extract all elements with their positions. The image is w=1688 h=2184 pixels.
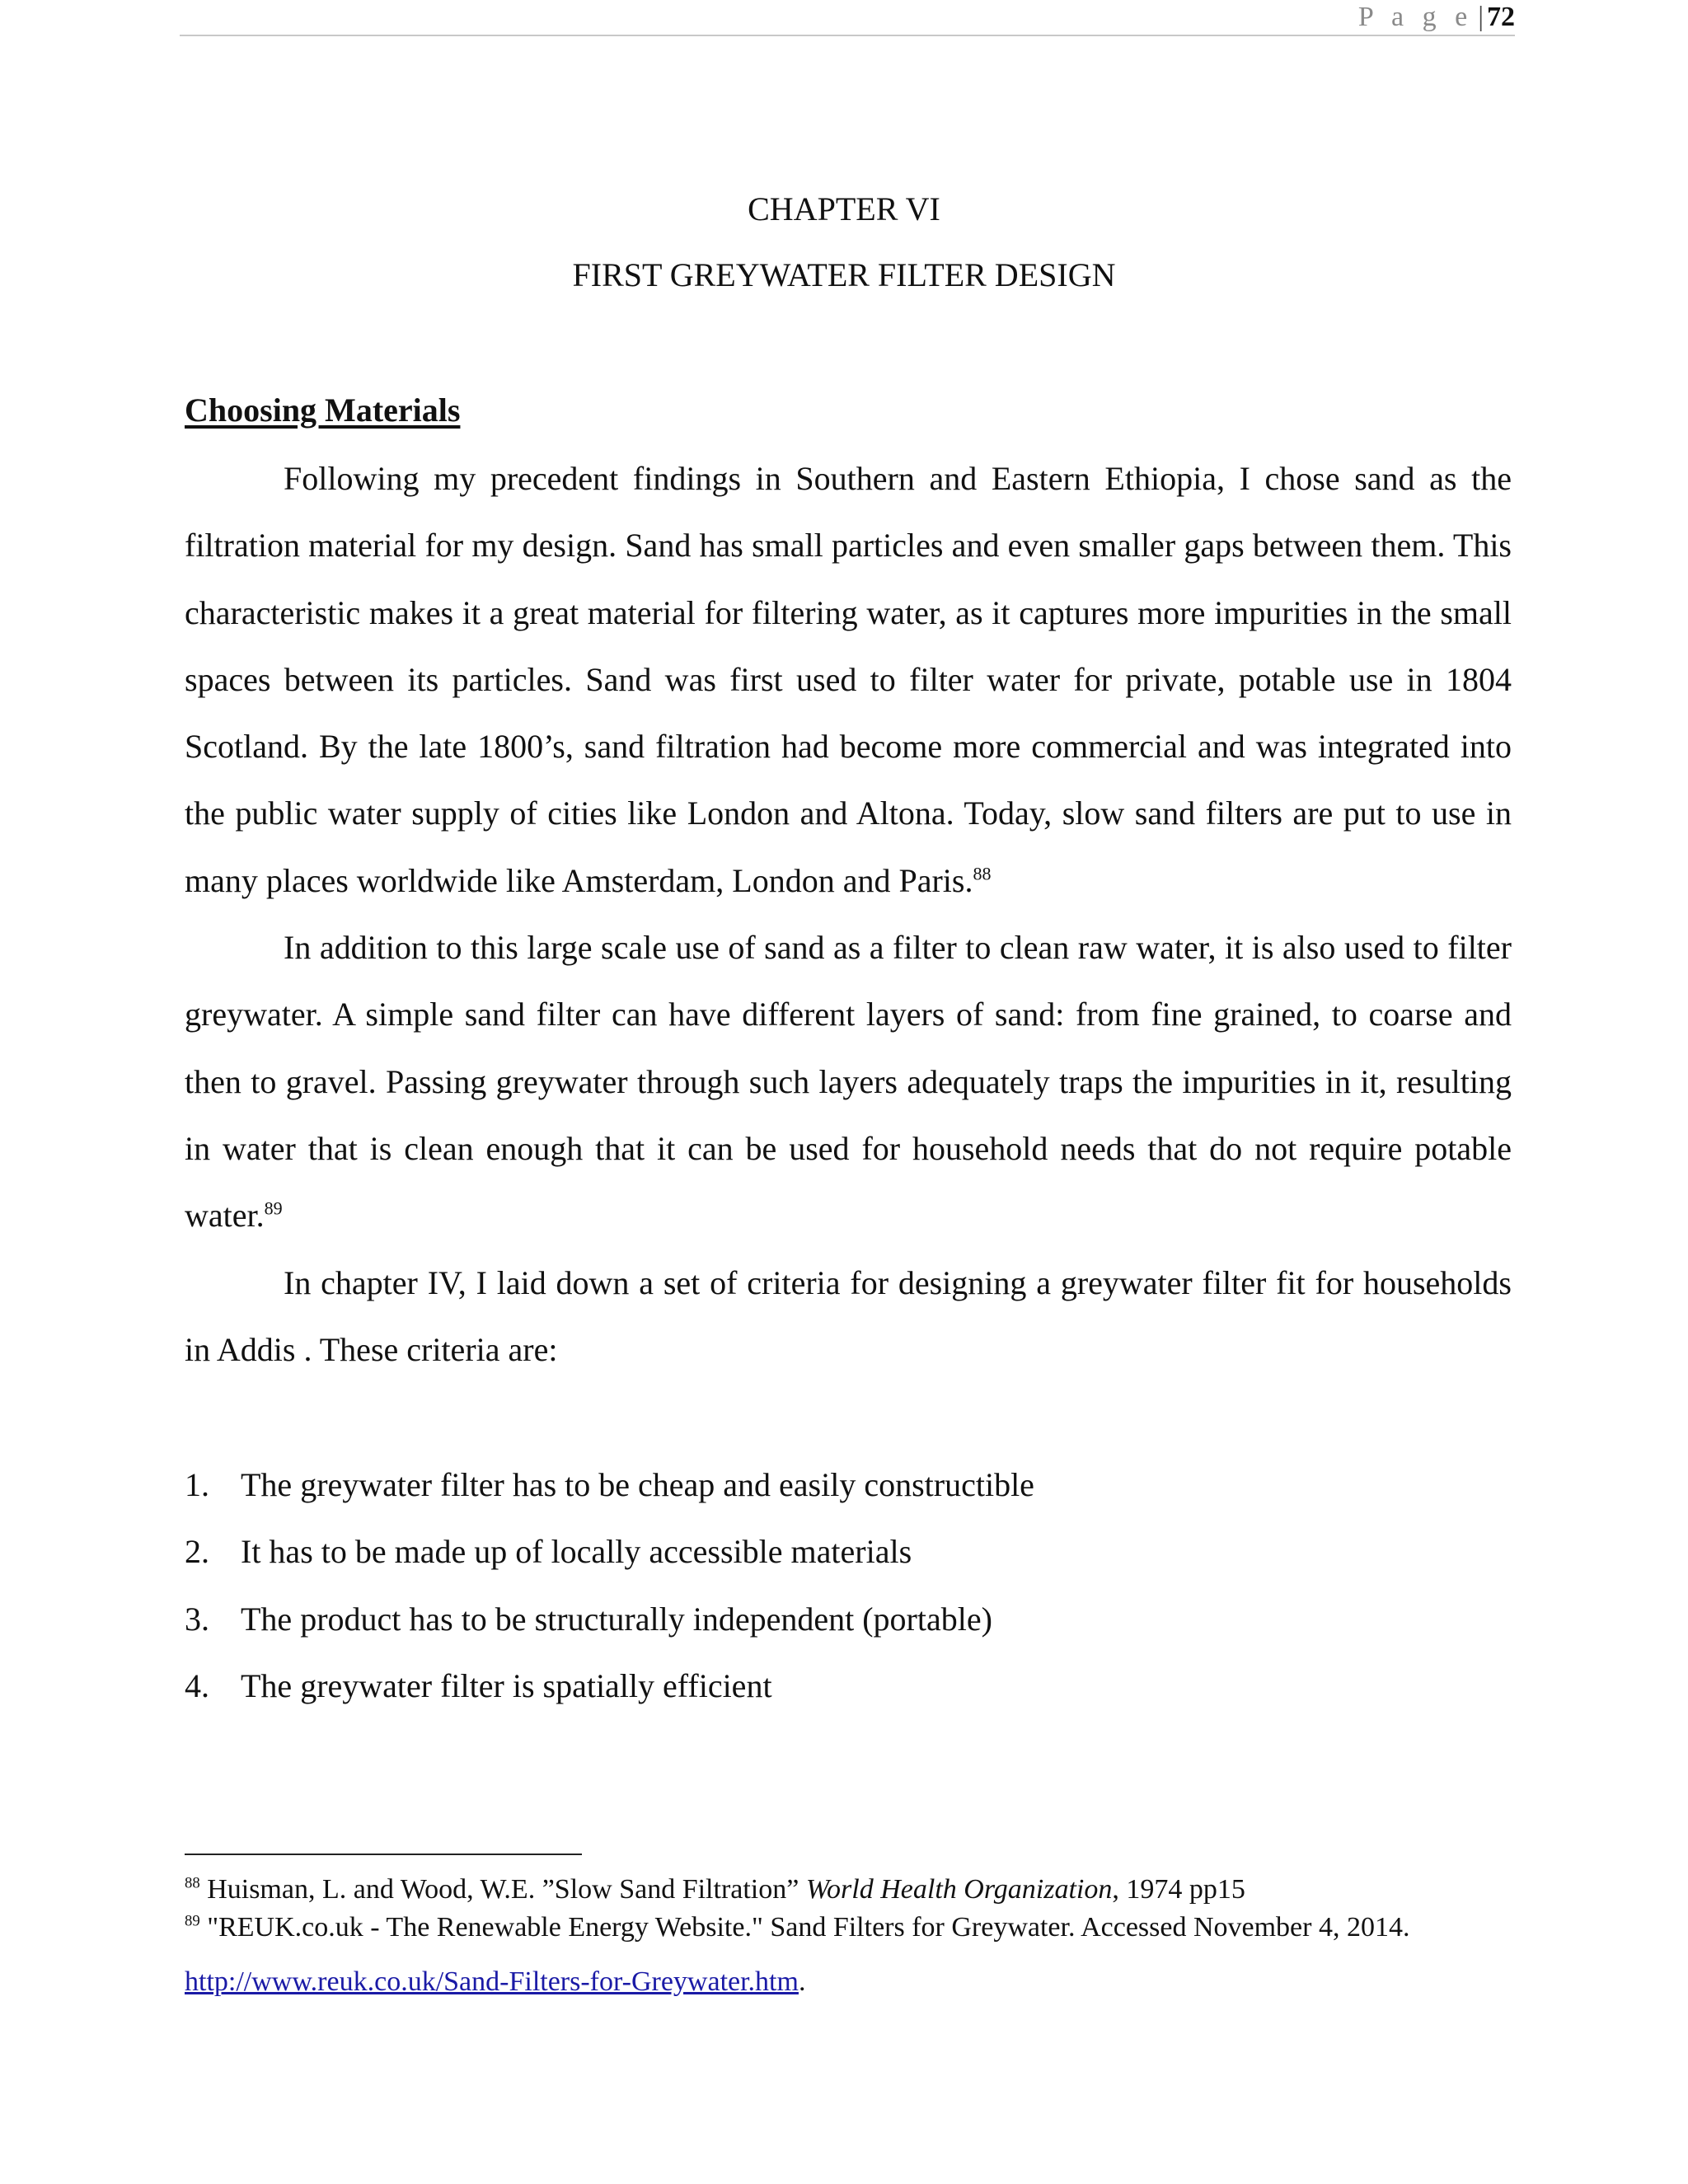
footnote-text: Huisman, L. and Wood, W.E. ”Slow Sand Filtration” <box>207 1874 799 1905</box>
paragraph <box>185 914 1512 1249</box>
paragraph <box>185 1249 1512 1384</box>
footnote-divider <box>185 1854 582 1855</box>
chapter-number: CHAPTER VI <box>748 190 940 227</box>
page-number-label <box>1358 0 1515 35</box>
criteria-list <box>185 1451 1034 1719</box>
list-item-text: It has to be made up of locally accessible materials <box>241 1533 912 1571</box>
list-item <box>185 1652 1034 1719</box>
footnote-number: 89 <box>185 1912 200 1930</box>
page-separator: | <box>1478 2 1484 32</box>
footnote-source: World Health Organization <box>805 1874 1113 1905</box>
footnote-number: 88 <box>185 1874 200 1892</box>
list-item <box>185 1518 1034 1585</box>
paragraph-text: Following my precedent findings in Southern and Eastern Ethiopia, I chose sand as the filtration material for my design. Sand has small particles and even smaller gaps between them. This characteristic makes it a great material for filtering water, as it captures more impurities in the small spaces between its particles. Sand was first used to filter water for private, potable use in 1804 Scotland. By the late 1800’s, sand filtration had become more commercial and was integrated into the public water supply of cities like London and Altona. Today, slow sand filters are put to use in many places worldwide like Amsterdam, London and Paris. <box>185 460 1512 899</box>
list-item <box>185 1451 1034 1518</box>
list-item-number: 2. <box>185 1533 209 1571</box>
list-item-number: 3. <box>185 1600 209 1638</box>
page-number: 72 <box>1487 2 1515 32</box>
footnote-ref[interactable]: 88 <box>973 863 992 884</box>
paragraph-text: In addition to this large scale use of sand as a filter to clean raw water, it is also used to filter greywater. A simple sand filter can have different layers of sand: from fine grained, to coarse and then to gravel. Passing greywater through such layers adequately traps the impurities in it, resulting in water that is clean enough that it can be used for household needs that do not require potable water. <box>185 929 1512 1235</box>
page-word: P a g e <box>1357 2 1474 32</box>
list-item <box>185 1586 1034 1652</box>
body-text <box>185 445 1512 1383</box>
chapter-title: FIRST GREYWATER FILTER DESIGN <box>572 256 1116 293</box>
section-heading: Choosing Materials <box>185 391 461 429</box>
footnote-ref[interactable]: 89 <box>264 1197 283 1219</box>
footnote-url-link[interactable]: http://www.reuk.co.uk/Sand-Filters-for-Greywater.htm <box>185 1966 799 1997</box>
footnote-88 <box>185 1871 1513 1909</box>
footnotes <box>185 1871 1513 2001</box>
list-item-number: 4. <box>185 1666 209 1704</box>
footnote-detail: , 1974 pp15 <box>1112 1874 1245 1905</box>
paragraph <box>185 445 1512 914</box>
list-item-text: The product has to be structurally independent (portable) <box>241 1600 992 1638</box>
list-item-text: The greywater filter has to be cheap and easily constructible <box>241 1466 1034 1503</box>
page-header <box>180 0 1515 36</box>
footnote-89 <box>185 1909 1513 1947</box>
footnote-link-line <box>185 1963 1513 2001</box>
list-item-text: The greywater filter is spatially efficient <box>241 1666 772 1704</box>
footnote-text: "REUK.co.uk - The Renewable Energy Website." Sand Filters for Greywater. Accessed November 4, 2014. <box>207 1912 1410 1943</box>
footnote-link-suffix: . <box>798 1966 806 1997</box>
paragraph-text: In chapter IV, I laid down a set of criteria for designing a greywater filter fit for households in Addis . These criteria are: <box>185 1263 1512 1368</box>
list-item-number: 1. <box>185 1466 209 1503</box>
